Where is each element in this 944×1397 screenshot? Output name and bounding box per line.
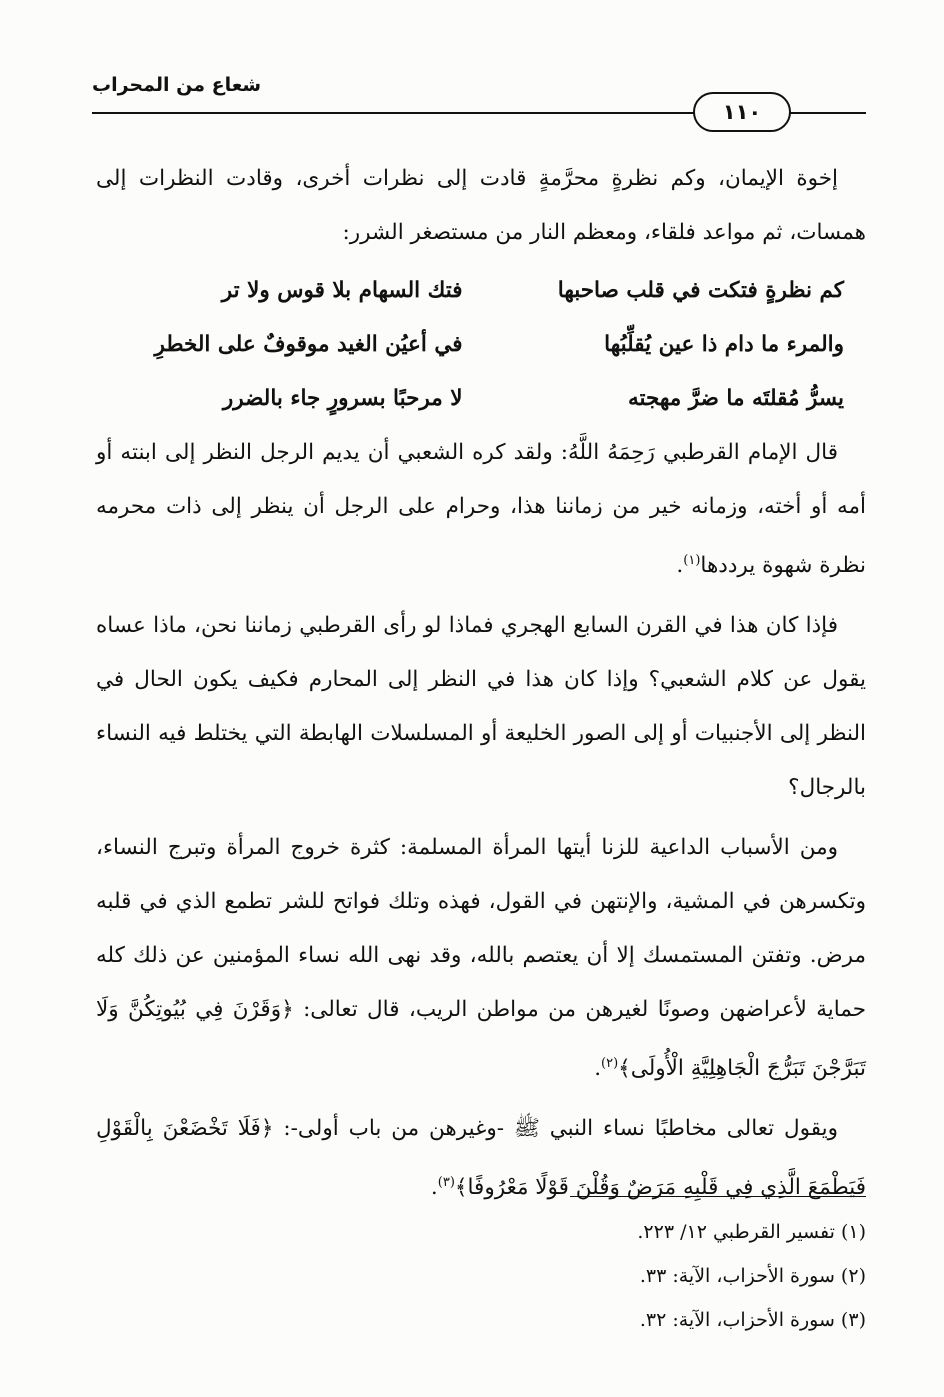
footnote-ref-2: (٢): [601, 1056, 619, 1072]
page-number: ١١٠: [693, 92, 791, 132]
paragraph-2: [96, 426, 866, 593]
main-text: [96, 152, 866, 1215]
paragraph-end: .: [430, 1175, 438, 1201]
poem-hemistich: في أعيُن الغيد موقوفٌ على الخطرِ: [154, 332, 463, 357]
quran-verse: ﴿وَقَرْنَ فِي بُيُوتِكُنَّ وَلَا تَبَرَّجْنَ تَبَرُّجَ الْجَاهِلِيَّةِ الْأُولَى﴾: [96, 997, 866, 1082]
paragraph-end: .: [676, 553, 684, 579]
poem-verse-2: [96, 318, 866, 372]
paragraph-3: فإذا كان هذا في القرن السابع الهجري فماذا لو رأى القرطبي زماننا نحن، ماذا عساه يقول عن كلام الشعبي؟ وإذا كان هذا في النظر إلى المحارم فكيف يكون الحال في النظر إلى الأجنبيات أو إلى الصور الخليعة أو المسلسلات الهابطة التي يختلط فيه النساء بالرجال؟: [96, 613, 866, 801]
paragraph-5: [96, 1102, 866, 1215]
paragraph-4-text: ومن الأسباب الداعية للزنا أيتها المرأة المسلمة: كثرة خروج المرأة وتبرج النساء، وتكسرهن في المشية، والإنتهن في القول، فهذه وتلك فواتح للشر تطمع الذي في قلبه مرض. وتفتن المستمسك إلا أن يعتصم بالله، وقد نهى الله نساء المؤمنين عن ذلك كله حماية لأعراضهن وصونًا لغيرهن من مواطن الريب، قال تعالى:: [96, 835, 866, 1023]
footnote-3: (٣) سورة الأحزاب، الآية: ٣٢.: [639, 1309, 866, 1331]
footnote-ref-3: (٣): [437, 1175, 455, 1191]
paragraph-4: [96, 821, 866, 1096]
paragraph-2-text: قال الإمام القرطبي رَحِمَهُ اللَّهُ: ولقد كره الشعبي أن يديم الرجل النظر إلى ابنته أو أمه أو أخته، وزمانه خير من زماننا هذا، وحرام على الرجل أن ينظر إلى ذات محرمه نظرة شهوة يرددها: [96, 440, 866, 579]
footnote-2: (٢) سورة الأحزاب، الآية: ٣٣.: [639, 1265, 866, 1287]
footnotes: [96, 1210, 866, 1342]
quran-verse: ﴿فَلَا تَخْضَعْنَ بِالْقَوْلِ فَيَطْمَعَ الَّذِي فِي قَلْبِهِ مَرَضٌ وَقُلْنَ قَوْلًا مَعْرُوفًا﴾: [96, 1116, 866, 1201]
running-title: شعاع من المحراب: [92, 74, 262, 96]
paragraph-1: إخوة الإيمان، وكم نظرةٍ محرَّمةٍ قادت إلى نظرات أخرى، وقادت النظرات إلى همسات، ثم مواعد فلقاء، ومعظم النار من مستصغر الشرر:: [96, 166, 866, 245]
poem-hemistich: فتك السهام بلا قوس ولا تر: [221, 278, 463, 303]
poem: [96, 264, 866, 426]
poem-hemistich: لا مرحبًا بسرورٍ جاء بالضرر: [222, 386, 463, 411]
paragraph-5-text: ويقول تعالى مخاطبًا نساء النبي ﷺ -وغيرهن من باب أولى-:: [283, 1116, 839, 1142]
footnote-rule: [570, 1196, 866, 1197]
poem-hemistich: كم نظرةٍ فتكت في قلب صاحبها: [557, 278, 844, 303]
footnote-1: (١) تفسير القرطبي ١٢/ ٢٢٣.: [637, 1221, 866, 1243]
poem-verse-1: [96, 264, 866, 318]
poem-hemistich: والمرء ما دام ذا عين يُقلِّبُها: [604, 332, 844, 357]
poem-hemistich: يسرُّ مُقلتَه ما ضرَّ مهجته: [628, 386, 844, 411]
poem-verse-3: [96, 372, 866, 426]
paragraph-end: .: [594, 1056, 602, 1082]
footnote-ref-1: (١): [683, 553, 701, 568]
